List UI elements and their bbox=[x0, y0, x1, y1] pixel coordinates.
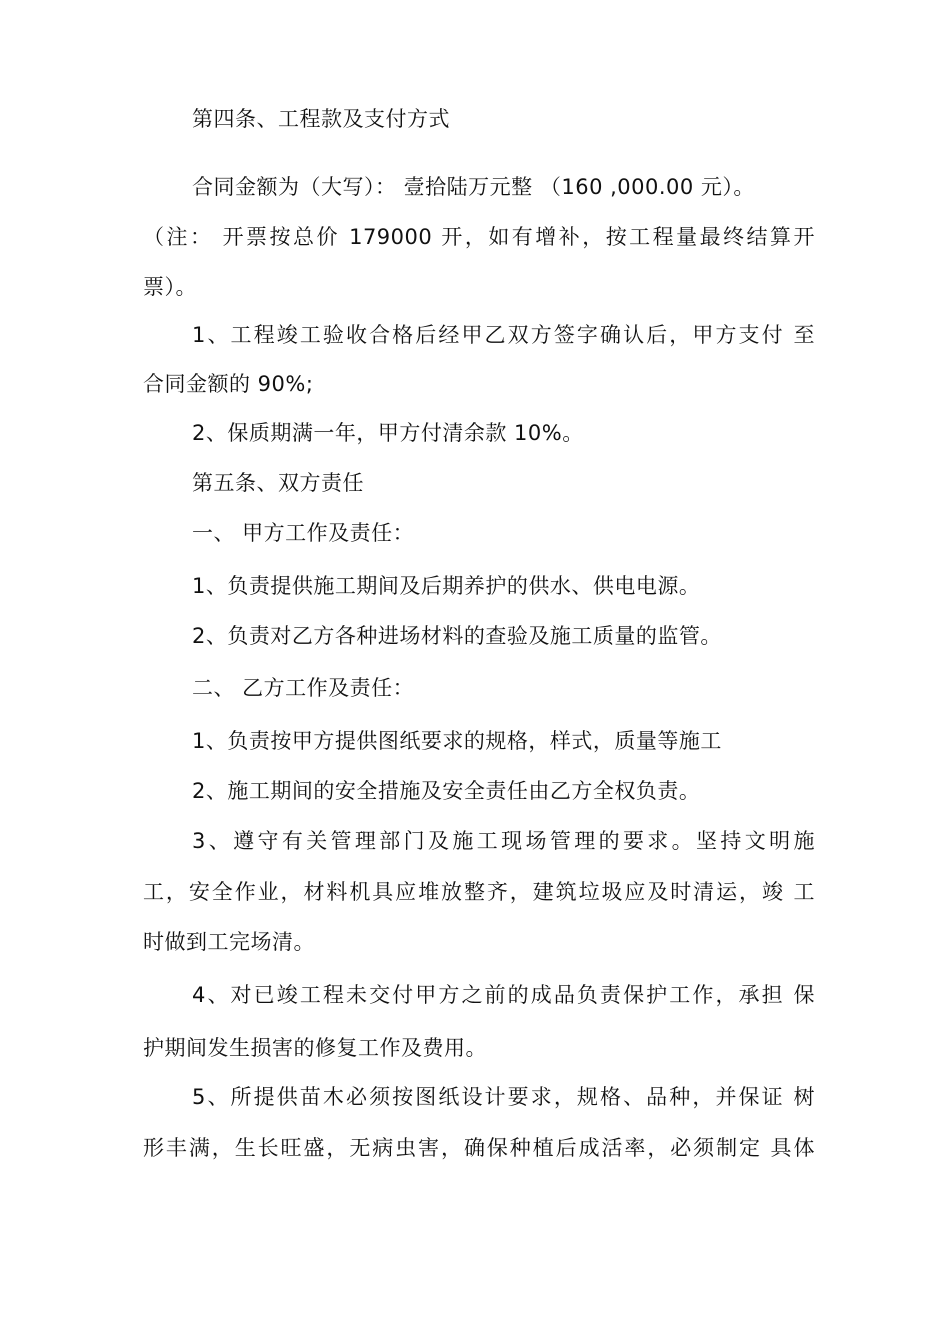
party-b-item-3-end: 时做到工完场清。 bbox=[143, 930, 315, 954]
party-b-item-5: 5、所提供苗木必须按图纸设计要求，规格、品种，并保证 树 bbox=[192, 1085, 815, 1109]
party-b-item-4-end: 护期间发生损害的修复工作及费用。 bbox=[143, 1036, 487, 1060]
party-b-item-3: 3、遵守有关管理部门及施工现场管理的要求。坚持文明施 bbox=[192, 829, 815, 853]
contract-amount: 合同金额为（大写）： 壹拾陆万元整 （160 ,000.00 元）。 bbox=[192, 175, 755, 199]
party-b-item-3-cont: 工，安全作业，材料机具应堆放整齐，建筑垃圾应及时清运，竣 工 bbox=[143, 880, 815, 904]
party-b-item-1: 1、负责按甲方提供图纸要求的规格，样式，质量等施工 bbox=[192, 729, 722, 753]
party-b-item-2: 2、施工期间的安全措施及安全责任由乙方全权负责。 bbox=[192, 779, 701, 803]
payment-clause-1: 1、工程竣工验收合格后经甲乙双方签字确认后，甲方支付 至 bbox=[192, 323, 815, 347]
payment-clause-1-end: 合同金额的 90%; bbox=[143, 372, 314, 396]
section-heading-4: 第四条、工程款及支付方式 bbox=[192, 107, 450, 131]
party-a-item-1: 1、负责提供施工期间及后期养护的供水、供电电源。 bbox=[192, 574, 701, 598]
party-a-heading: 一、 甲方工作及责任： bbox=[192, 521, 415, 545]
invoice-note-end: 票）。 bbox=[143, 275, 197, 299]
party-a-item-2: 2、负责对乙方各种进场材料的查验及施工质量的监管。 bbox=[192, 624, 722, 648]
invoice-note: （注： 开票按总价 179000 开，如有增补，按工程量最终结算开 bbox=[143, 225, 815, 249]
party-b-heading: 二、 乙方工作及责任： bbox=[192, 676, 415, 700]
section-heading-5: 第五条、双方责任 bbox=[192, 471, 364, 495]
party-b-item-5-cont: 形丰满，生长旺盛，无病虫害，确保种植后成活率，必须制定 具体 bbox=[143, 1136, 815, 1160]
party-b-item-4: 4、对已竣工程未交付甲方之前的成品负责保护工作，承担 保 bbox=[192, 983, 815, 1007]
payment-clause-2: 2、保质期满一年，甲方付清余款 10%。 bbox=[192, 421, 584, 445]
